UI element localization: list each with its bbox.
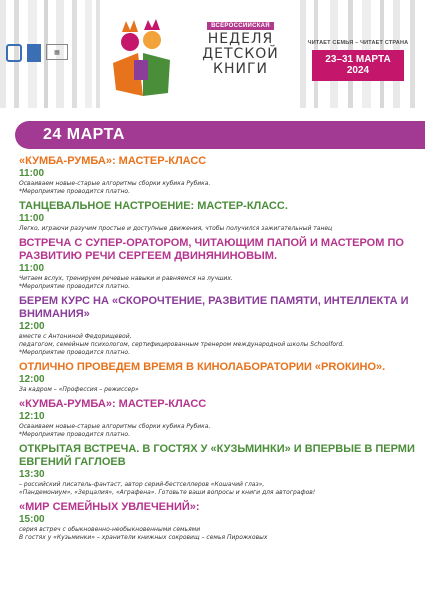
- event-desc: *Мероприятие проводится платно.: [19, 431, 130, 438]
- book-week-logo-icon: [108, 18, 178, 98]
- event-desc: *Мероприятие проводится платно.: [19, 283, 130, 290]
- event-time: 11:00: [19, 168, 45, 179]
- event-time: 12:10: [19, 411, 45, 422]
- dates-range: 23–31 МАРТА: [325, 54, 391, 65]
- event-desc: вместе с Антониной Федорищевой,: [19, 333, 132, 340]
- header: [0, 0, 425, 108]
- date-heading: 24 МАРТА: [43, 126, 125, 143]
- event-desc: *Мероприятие проводится платно.: [19, 349, 130, 356]
- event-title: ОТКРЫТАЯ ВСТРЕЧА. В ГОСТЯХ У «КУЗЬМИНКИ» И ВПЕРВЫЕ В ПЕРМИ ЕВГЕНИЙ ГАГЛОЕВ: [19, 443, 415, 468]
- event-title: БЕРЕМ КУРС НА «СКОРОЧТЕНИЕ, РАЗВИТИЕ ПАМЯТИ, ИНТЕЛЛЕКТА И ВНИМАНИЯ»: [19, 295, 409, 320]
- event-item: [19, 155, 419, 196]
- event-time: 15:00: [19, 514, 45, 525]
- all-russian-badge: ВСЕРОССИЙСКАЯ: [207, 22, 274, 30]
- event-item: [19, 237, 419, 291]
- event-desc: серия встреч с обыкновенно-необыкновенными семьями: [19, 526, 201, 533]
- event-item: [19, 200, 419, 233]
- dates-box: [312, 50, 404, 81]
- event-item: [19, 295, 419, 357]
- event-time: 11:00: [19, 213, 45, 224]
- emblem-icon: [6, 44, 22, 62]
- event-title-block: [188, 14, 293, 77]
- event-desc: *Мероприятие проводится платно.: [19, 188, 130, 195]
- dates-year: 2024: [346, 65, 370, 76]
- date-banner: [15, 121, 425, 149]
- event-title: ВСТРЕЧА С СУПЕР-ОРАТОРОМ, ЧИТАЮЩИМ ПАПОЙ И МАСТЕРОМ ПО РАЗВИТИЮ РЕЧИ СЕРГЕЕМ ДВИНЯНИНОВЫМ.: [19, 237, 404, 262]
- event-desc: Осваиваем новые-старые алгоритмы сборки кубика Рубика.: [19, 180, 211, 187]
- event-item: [19, 361, 419, 394]
- schedule: [19, 155, 419, 546]
- event-item: [19, 443, 419, 497]
- event-desc: Читаем вслух, тренируем речевые навыки и равняемся на лучших.: [19, 275, 233, 282]
- dates-block: [298, 40, 418, 81]
- event-time: 11:00: [19, 263, 45, 274]
- event-title: ТАНЦЕВАЛЬНОЕ НАСТРОЕНИЕ: МАСТЕР-КЛАСС.: [19, 200, 288, 212]
- event-desc: За кадром – «Профессия – режиссер»: [19, 386, 139, 393]
- event-time: 13:30: [19, 469, 45, 480]
- ministry-logo-icon: [27, 44, 41, 62]
- event-desc: – российский писатель-фантаст, автор серий-бестселлеров «Кошачий глаз»,: [19, 481, 265, 488]
- event-time: 12:00: [19, 374, 45, 385]
- title-line-2: ДЕТСКОЙ: [202, 46, 279, 62]
- event-desc: Осваиваем новые-старые алгоритмы сборки кубика Рубика.: [19, 423, 211, 430]
- title-line-1: НЕДЕЛЯ: [207, 31, 274, 47]
- tagline: ЧИТАЕТ СЕМЬЯ – ЧИТАЕТ СТРАНА: [307, 40, 409, 46]
- event-item: [19, 501, 419, 542]
- event-title: ОТЛИЧНО ПРОВЕДЕМ ВРЕМЯ В КИНОЛАБОРАТОРИИ «PROКИНО».: [19, 361, 386, 373]
- event-desc: «Пандемониум», «Зерцалия», «Аграфена». Готовьте ваши вопросы и книги для автографов!: [19, 489, 316, 496]
- partner-logos: [6, 44, 68, 62]
- event-time: 12:00: [19, 321, 45, 332]
- event-desc: Легко, играючи разучим простые и доступные движения, чтобы получился зажигательный танец: [19, 225, 333, 232]
- event-title: «МИР СЕМЕЙНЫХ УВЛЕЧЕНИЙ»:: [19, 501, 200, 513]
- event-title: «КУМБА-РУМБА»: МАСТЕР-КЛАСС: [19, 398, 207, 410]
- event-desc: В гостях у «Кузьминки» – хранители книжных сокровищ – семья Пирожковых: [19, 534, 268, 541]
- event-item: [19, 398, 419, 439]
- event-title: «КУМБА-РУМБА»: МАСТЕР-КЛАСС: [19, 155, 207, 167]
- title-line-3: КНИГИ: [213, 61, 268, 77]
- library-logo-icon: ▦: [46, 44, 68, 60]
- event-desc: педагогом, семейным психологом, сертифицированным тренером международной школы Schoolford.: [19, 341, 345, 348]
